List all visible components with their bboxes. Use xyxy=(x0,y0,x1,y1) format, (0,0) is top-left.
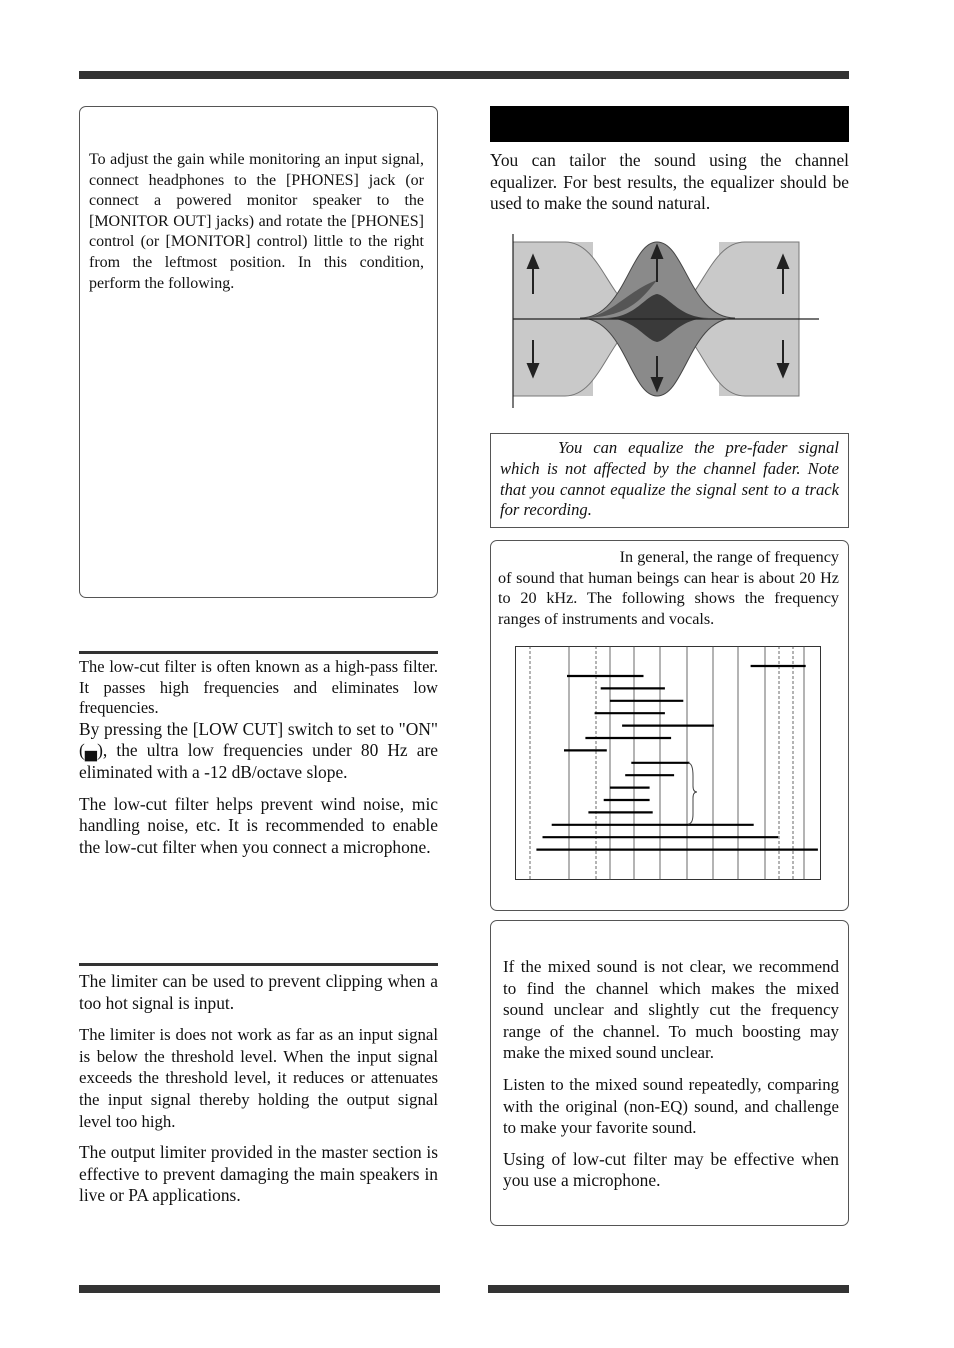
lowcut-section-rule xyxy=(79,651,438,654)
eq-curve-diagram xyxy=(505,232,825,412)
eq-intro-text: You can tailor the sound using the channel equalizer. For best results, the equalizer should be used to make the sound natural. xyxy=(490,150,849,214)
bottom-right-rule xyxy=(488,1285,849,1293)
lowcut-para-1a: The low-cut filter is often known as a high-pass filter. It passes high frequencies and eliminates low frequencies. xyxy=(79,657,438,718)
frequency-range-text-rest: of sound that human beings can hear is about 20 Hz to 20 kHz. The following shows the frequency ranges of instruments and vocals. xyxy=(498,568,839,628)
top-rule xyxy=(79,71,849,79)
frequency-range-text xyxy=(498,547,839,629)
group-bracket xyxy=(688,763,697,824)
limiter-para-1: The limiter can be used to prevent clipping when a too hot signal is input. xyxy=(79,971,438,1013)
monitor-setup-text: To adjust the gain while monitoring an input signal, connect headphones to the [PHONES] jack (or connect a powered monitor speaker to the [MONITOR OUT] jacks) and rotate the [PHONES] control (or [MONITOR] control) little to the right from the leftmost position. In this condition, perform the following. xyxy=(89,151,424,292)
lowcut-text xyxy=(79,657,438,868)
bottom-left-rule xyxy=(79,1285,440,1293)
tips-para-1: If the mixed sound is not clear, we recommend to find the channel which makes the mixed sound unclear and slightly cut the frequency range of the channel. To much boosting may make the mixed sound unclear. xyxy=(503,957,839,1063)
eq-section-header-bar xyxy=(490,106,849,142)
lowcut-para-2: The low-cut filter helps prevent wind noise, mic handling noise, etc. It is recommended to enable the low-cut filter when you connect a microphone. xyxy=(79,793,438,857)
lowcut-para-1b: By pressing the [LOW CUT] switch to set to "ON" (▄), the ultra low frequencies under 80 Hz are eliminated with a -12 dB/octave slope. xyxy=(79,718,438,782)
frequency-range-chart xyxy=(515,646,821,880)
limiter-para-2: The limiter is does not work as far as an input signal is below the threshold level. When the input signal exceeds the threshold level, it reduces or attenuates the input signal thereby holding the output signal level too high. xyxy=(79,1025,438,1131)
eq-note-body: You can equalize the pre-fader signal which is not affected by the channel fader. Note that you cannot equalize the signal sent to a track for recording. xyxy=(500,438,839,520)
tips-para-3: Using of low-cut filter may be effective when you use a microphone. xyxy=(503,1148,839,1191)
limiter-text xyxy=(79,971,438,1217)
eq-tips-text xyxy=(503,956,839,1202)
frequency-range-text-first: In general, the range of frequency xyxy=(619,548,839,566)
limiter-section-rule xyxy=(79,963,438,966)
limiter-para-3: The output limiter provided in the master section is effective to prevent damaging the main speakers in live or PA applications. xyxy=(79,1142,438,1206)
eq-note-text xyxy=(500,438,839,521)
tips-para-2: Listen to the mixed sound repeatedly, comparing with the original (non-EQ) sound, and challenge to make your favorite sound. xyxy=(503,1074,839,1138)
